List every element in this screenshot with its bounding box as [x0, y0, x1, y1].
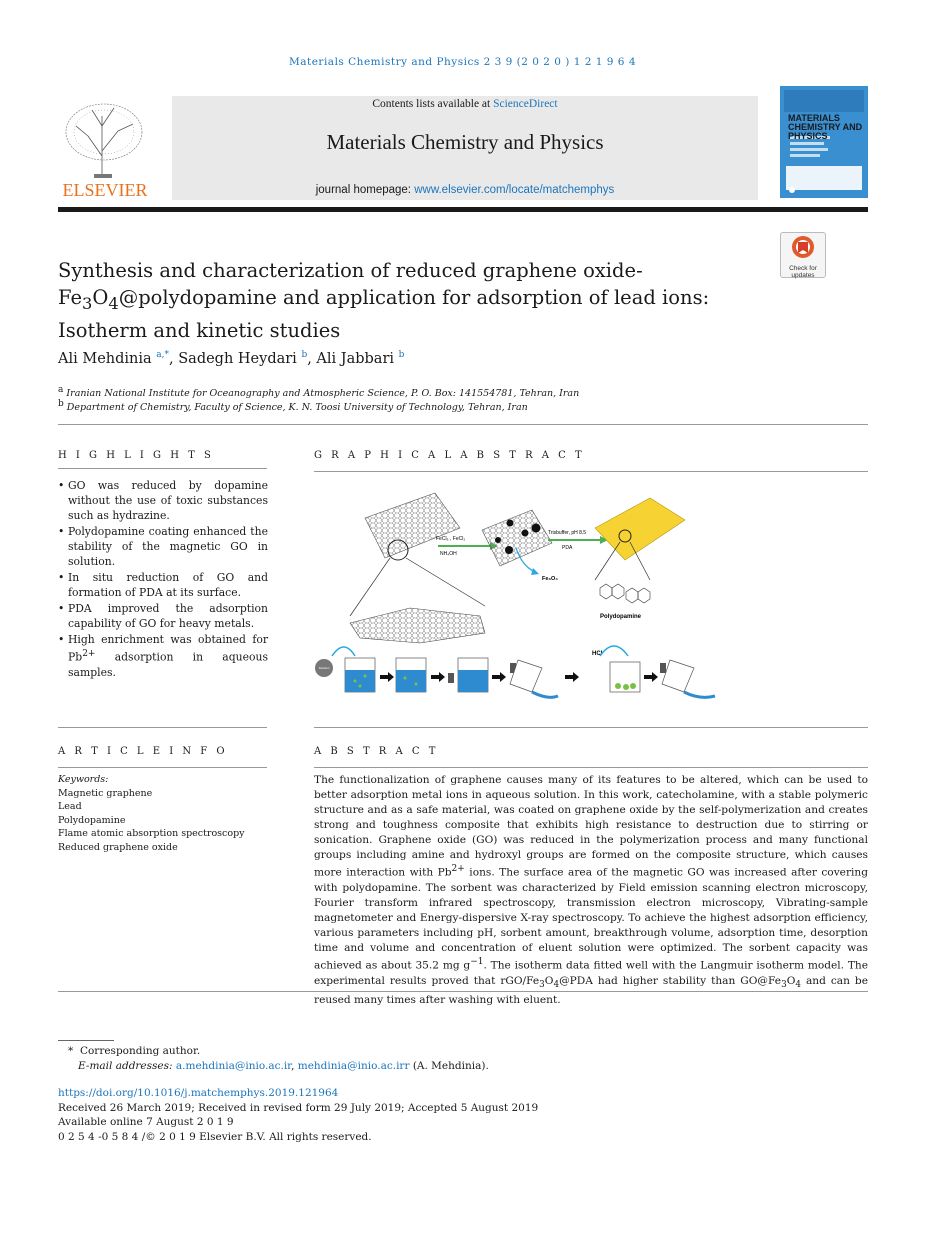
keyword-item: Polydopamine [58, 814, 126, 826]
keyword-item: Flame atomic absorption spectroscopy [58, 828, 245, 839]
beaker-sequence [345, 646, 715, 697]
divider [58, 767, 267, 768]
title-part3: @polydopamine and application for adsorption of lead ions: Isotherm and kinetic studies [58, 286, 710, 342]
highlight-item: • GO was reduced by dopamine without the use of toxic substances such as hydrazine. [58, 478, 268, 523]
author-name[interactable]: Sadegh Heydari [178, 350, 297, 367]
journal-cover[interactable] [780, 86, 868, 198]
corresponding-note: * Corresponding author. [68, 1045, 201, 1057]
keywords-block [58, 773, 245, 854]
abstract-segment: The functionalization of graphene causes many of its features to be altered, which can be used to better adsorption metal ions in aqueous solution. In this work, catecholamine, with a stable polymeric structure and as a safe material, was coated on graphene oxide by the self-polymerization and creates strong and toughness composite that exhibits high resistance to destruction due to stirring or sonication. Graphene oxide (GO) was reduced in the polymerization process and many functional groups including amine and hydroxyl groups are formed on the composite structure, which causes more interaction with Pb [314, 774, 868, 879]
abstract-text [314, 773, 868, 1008]
keyword-item: Reduced graphene oxide [58, 841, 178, 853]
graphical-abstract-heading: G R A P H I C A L A B S T R A C T [314, 450, 585, 461]
keyword-item: Magnetic graphene [58, 787, 153, 799]
affiliation-text: Iranian National Institute for Oceanography and Atmospheric Science, P. O. Box: 141554781, Tehran, Iran [66, 388, 580, 400]
hcl-label: HCl [592, 651, 603, 657]
keywords-label: Keywords: [58, 774, 109, 785]
author-separator: , [169, 350, 179, 367]
abstract-segment: @PDA had higher stability than GO@Fe [559, 974, 782, 987]
email-label: E-mail addresses: [78, 1059, 176, 1072]
article-history [58, 1086, 538, 1144]
article-title [58, 257, 778, 344]
homepage-line [172, 184, 758, 196]
divider [314, 767, 868, 768]
highlights-heading: H I G H L I G H T S [58, 450, 214, 461]
abstract-segment: and can be reused many times after washing with eluent. [314, 974, 868, 1006]
abstract-sup: −1 [470, 957, 484, 968]
footnotes [58, 1044, 489, 1073]
affiliation [58, 399, 528, 413]
footnote-rule [58, 1040, 114, 1041]
journal-header-box [172, 96, 758, 200]
author-affiliation-sup[interactable]: b [398, 350, 405, 360]
title-part1: Synthesis and characterization of reduced graphene oxide-Fe [58, 259, 643, 309]
author-name[interactable]: Ali Mehdinia [58, 350, 152, 367]
title-sub2: 4 [108, 293, 119, 313]
author-list [58, 350, 404, 367]
abstract-sup: 2+ [451, 864, 465, 875]
polydopamine-label: Polydopamine [600, 614, 642, 620]
affiliation [58, 385, 579, 399]
corresponding-text: Corresponding author. [79, 1045, 201, 1057]
title-part2: O [92, 286, 109, 309]
journal-citation[interactable]: Materials Chemistry and Physics 2 3 9 (2 0 2 0 ) 1 2 1 9 6 4 [288, 56, 636, 68]
elsevier-logo [58, 96, 152, 200]
email-owner: (A. Mehdinia). [409, 1059, 489, 1072]
highlight-text: adsorption in aqueous samples. [68, 650, 268, 679]
sciencedirect-link[interactable]: ScienceDirect [493, 98, 558, 110]
abstract-segment: ions. The surface area of the magnetic GO was increased after covering with polydopamine. The sorbent was characterized by Field emission scanning electron microscopy, Fourier transform infrared spectroscopy, transmission electron microscopy, Vibrating-sample magnetometer and Energy-dispersive X-ray spectroscopy. To achieve the highest adsorption efficiency, various parameters including pH, sorbent amount, breakthrough volume, adsorption time, desorption time and volume and concentration of eluent solution were optimized. The sorbent capacity was achieved as about 35.2 mg g [314, 866, 869, 972]
reagent-label: FeCl₃ , FeCl₂ [436, 536, 466, 542]
copyright: 0 2 5 4 -0 5 8 4 /© 2 0 1 9 Elsevier B.V. All rights reserved. [58, 1130, 372, 1143]
keyword-item: Lead [58, 801, 82, 812]
author-affiliation-sup[interactable]: b [301, 350, 308, 360]
highlight-sup: 2+ [82, 649, 96, 659]
journal-name: Materials Chemistry and Physics [326, 130, 604, 154]
cover-title: MATERIALS CHEMISTRY AND PHYSICS [788, 113, 863, 141]
abstract-segment: . The isotherm data fitted well with the Langmuir isotherm model. The experimental results proved that rGO/Fe [314, 959, 868, 987]
received-dates: Received 26 March 2019; Received in revised form 29 July 2019; Accepted 5 August 2019 [58, 1101, 539, 1114]
corresponding-star[interactable]: * [164, 350, 170, 360]
title-sub1: 3 [82, 293, 93, 313]
affiliation-label: b [58, 399, 64, 409]
abstract-segment: O [544, 974, 554, 987]
homepage-link[interactable]: www.elsevier.com/locate/matchemphys [414, 184, 615, 196]
bookmark-badge-icon [781, 233, 825, 261]
abstract-sub: 4 [553, 979, 560, 990]
author-separator: , [307, 350, 317, 367]
elsevier-tree-icon [58, 96, 152, 200]
highlight-item [58, 632, 268, 680]
divider [314, 727, 868, 728]
email-line [58, 1059, 489, 1074]
contents-prefix: Contents lists available at [372, 98, 494, 110]
email-link[interactable]: a.mehdinia@inio.ac.ir [175, 1059, 292, 1072]
base-label: NH₄OH [440, 551, 457, 557]
highlight-item: • PDA improved the adsorption capability of GO for heavy metals. [58, 601, 268, 631]
abstract-sub: 3 [781, 979, 787, 990]
highlight-text: High enrichment was obtained for Pb [68, 633, 268, 664]
graphical-abstract-figure[interactable] [310, 488, 730, 718]
reagent-label: Trisbuffer, pH 8.5 [548, 530, 587, 536]
doi-link[interactable]: https://doi.org/10.1016/j.matchemphys.2019.121964 [58, 1087, 339, 1099]
author-name[interactable]: Ali Jabbari [316, 350, 395, 367]
highlight-item: • In situ reduction of GO and formation of PDA at its surface. [58, 570, 268, 600]
affiliation-text: Department of Chemistry, Faculty of Science, K. N. Toosi University of Technology, Tehran, Iran [66, 402, 528, 414]
article-info-heading: A R T I C L E I N F O [58, 746, 228, 757]
highlights-list [58, 478, 268, 681]
affiliation-label: a [58, 385, 64, 395]
check-for-updates-button[interactable] [780, 232, 826, 278]
email-link[interactable]: mehdinia@inio.ac.irr [297, 1059, 410, 1072]
abstract-segment: O [786, 974, 796, 987]
available-online: Available online 7 August 2 0 1 9 [58, 1116, 234, 1128]
sample-label: Solution [318, 666, 330, 670]
email-separator: , [291, 1059, 298, 1072]
divider [58, 424, 868, 425]
highlight-item: • Polydopamine coating enhanced the stability of the magnetic GO in solution. [58, 524, 268, 569]
divider [314, 471, 868, 472]
header-rule [58, 207, 868, 212]
publisher-wordmark: ELSEVIER [62, 180, 148, 200]
homepage-prefix: journal homepage: [315, 184, 415, 196]
journal-cover-image [780, 86, 868, 198]
author-affiliation-sup[interactable]: a, [156, 350, 165, 360]
check-badge-label: Check for updates [789, 265, 817, 279]
abstract-sub: 4 [795, 979, 802, 990]
abstract-sub: 3 [539, 979, 545, 990]
fe3o4-label: Fe₃O₄ [542, 576, 558, 582]
divider [58, 727, 267, 728]
abstract-heading: A B S T R A C T [314, 746, 439, 757]
divider [58, 991, 868, 992]
divider [58, 468, 267, 469]
pda-label: PDA [562, 545, 573, 551]
contents-line [172, 98, 758, 110]
